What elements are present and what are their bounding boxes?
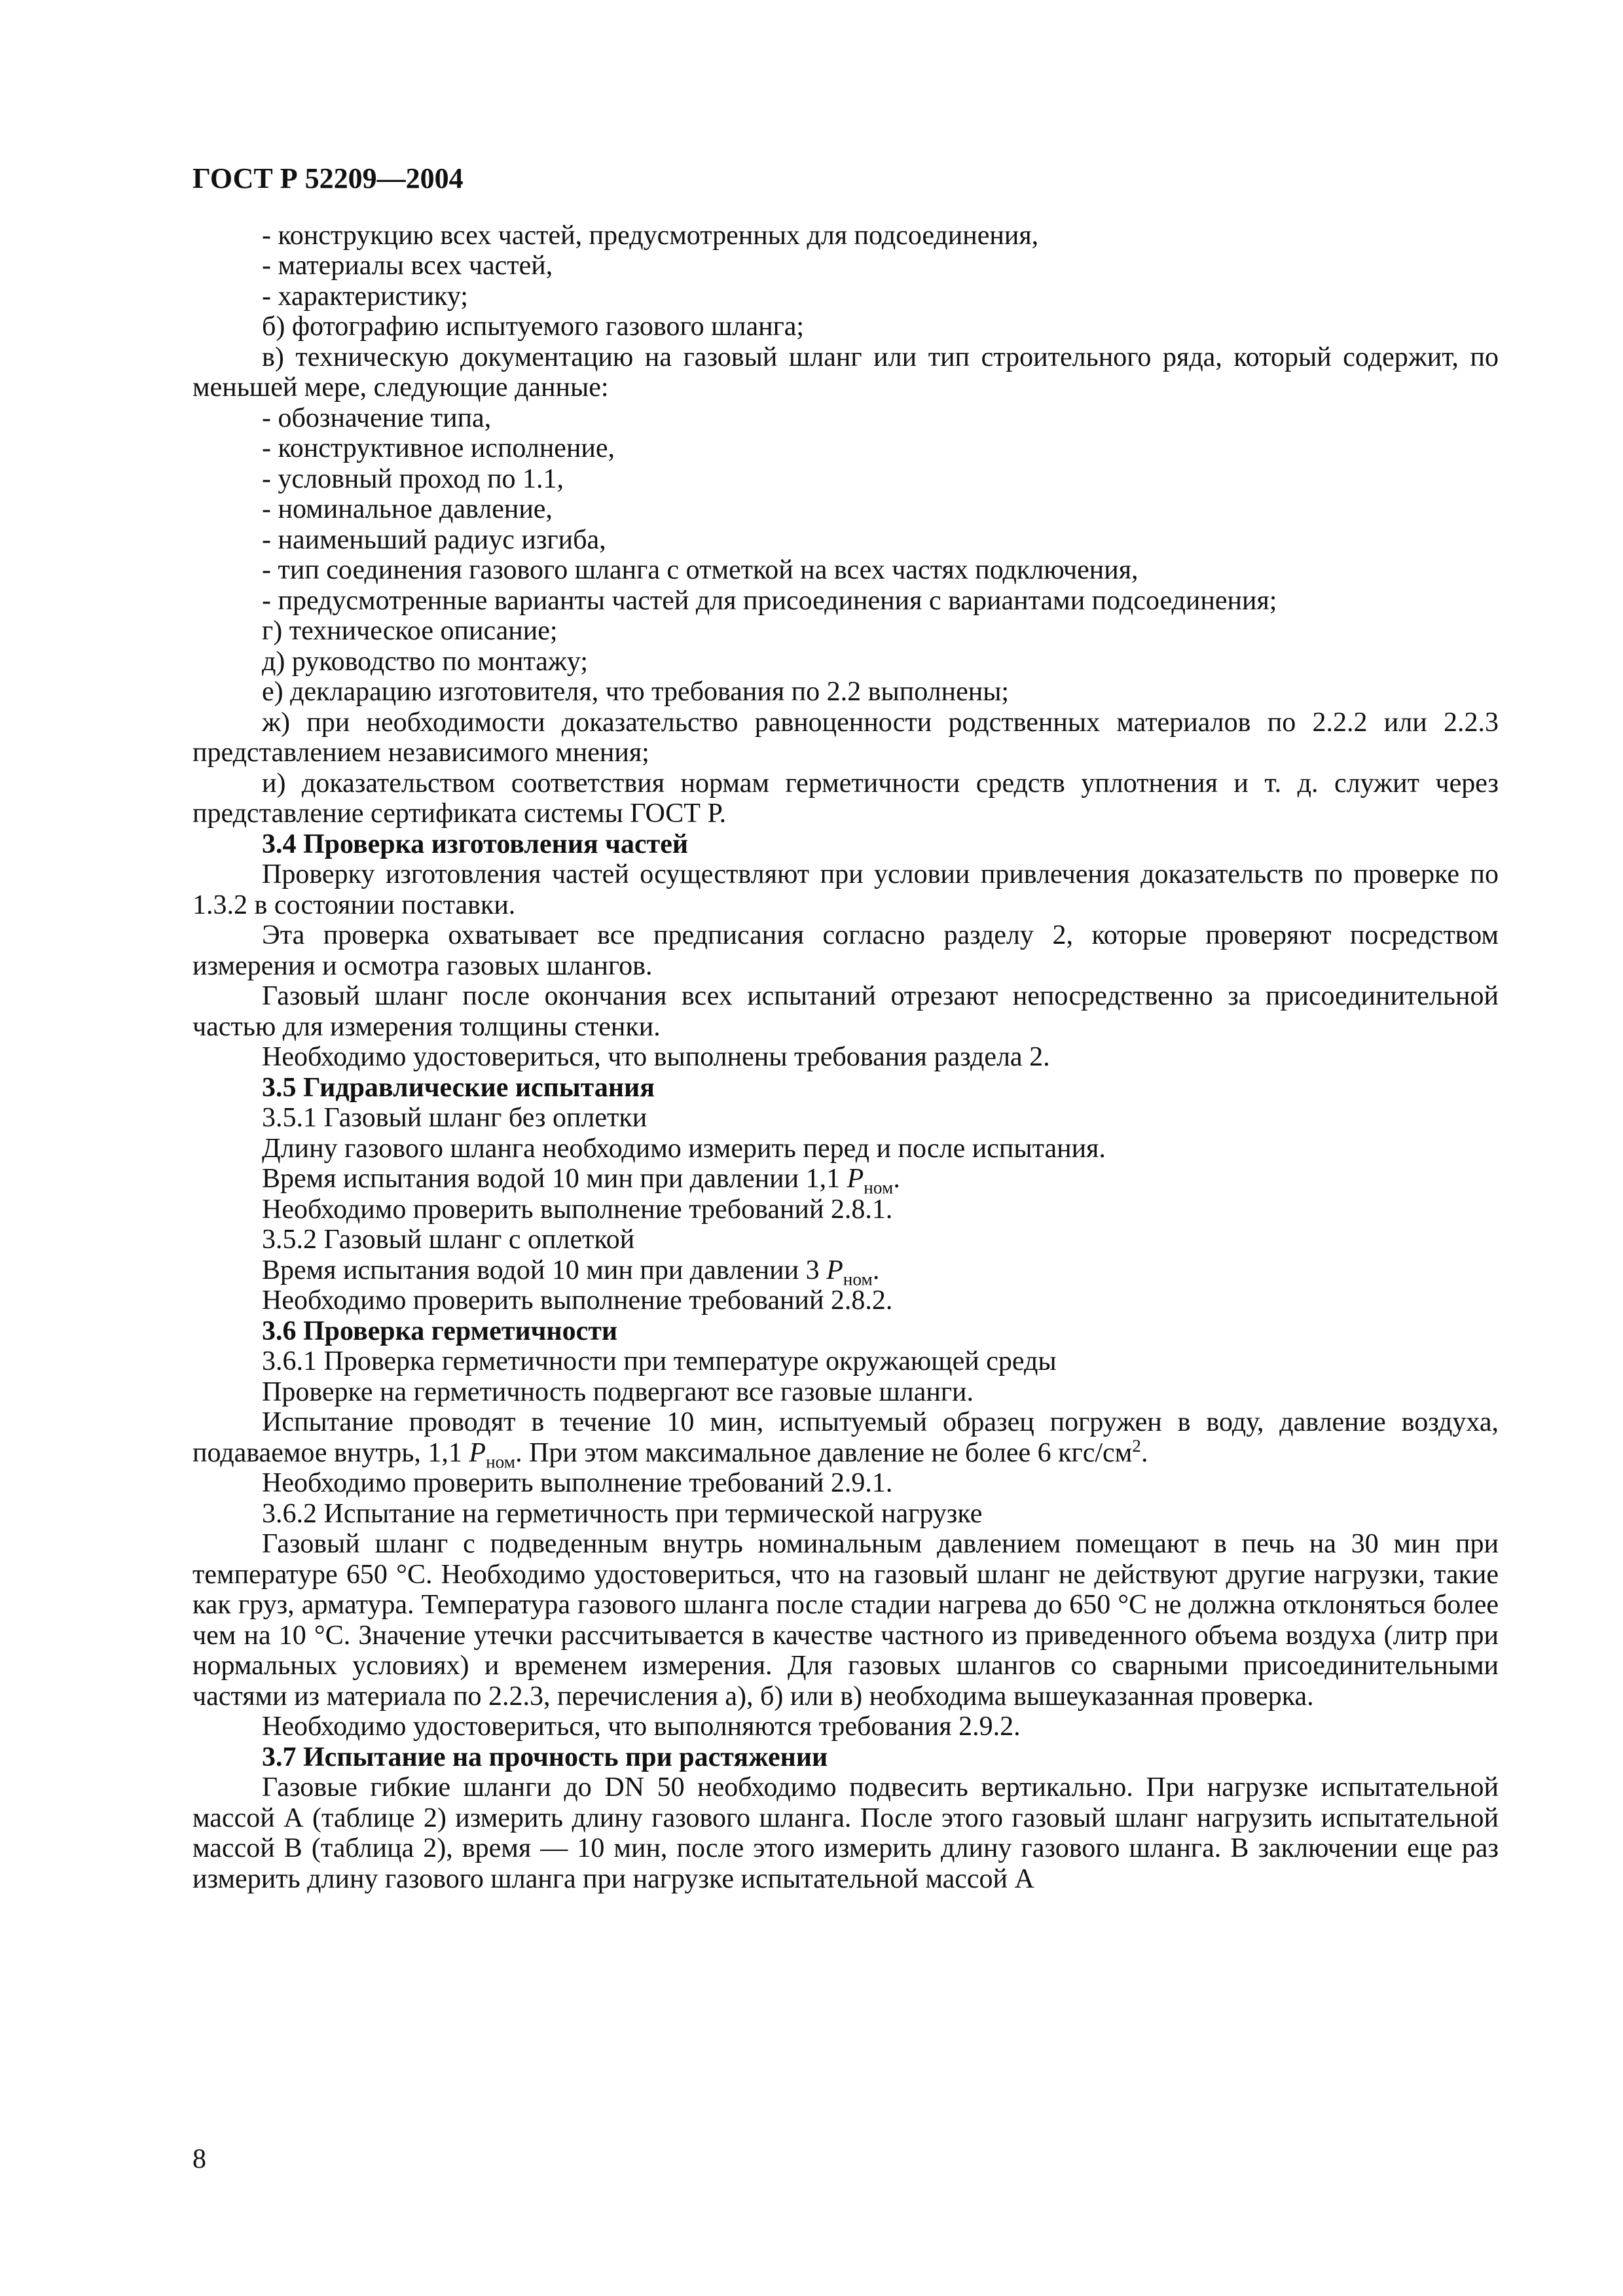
list-item: - наименьший радиус изгиба, [262, 524, 606, 555]
section-heading-3-6: 3.6 Проверка герметичности [262, 1316, 618, 1346]
document-page [192, 164, 1499, 1894]
paragraph: в) техническую документацию на газовый шланг или тип строительного ряда, который содержит, по меньшей мере, следующие данные: [192, 342, 1499, 403]
list-item: - номинальное давление, [262, 494, 553, 524]
list-item: - конструкцию всех частей, предусмотренных для подсоединения, [262, 220, 1039, 251]
paragraph: Необходимо удостовериться, что выполнены требования раздела 2. [262, 1042, 1050, 1072]
paragraph: Необходимо проверить выполнение требований 2.8.2. [262, 1285, 893, 1316]
list-item: б) фотографию испытуемого газового шланга; [262, 312, 805, 342]
list-item: - предусмотренные варианты частей для присоединения с вариантами подсоединения; [262, 585, 1277, 616]
subsection-3-6-1: 3.6.1 Проверка герметичности при температуре окружающей среды [262, 1346, 1057, 1376]
list-item: д) руководство по монтажу; [262, 646, 588, 677]
list-item: - условный проход по 1.1, [262, 463, 564, 494]
paragraph: Необходимо удостовериться, что выполняются требования 2.9.2. [262, 1712, 1021, 1742]
section-heading-3-4: 3.4 Проверка изготовления частей [262, 829, 689, 859]
subsection-3-5-2: 3.5.2 Газовый шланг с оплеткой [262, 1225, 635, 1255]
paragraph: Необходимо проверить выполнение требований 2.8.1. [262, 1194, 893, 1225]
list-item: - тип соединения газового шланга с отметкой на всех частях подключения, [262, 555, 1139, 585]
paragraph: Проверку изготовления частей осуществляют при условии привлечения доказательств по проверке по 1.3.2 в состоянии поставки. [192, 859, 1499, 920]
list-item: - обозначение типа, [262, 403, 492, 433]
paragraph: Длину газового шланга необходимо измерить перед и после испытания. [262, 1133, 1106, 1164]
paragraph: Газовый шланг с подведенным внутрь номинальным давлением помещают в печь на 30 мин при температуре 650 °С. Необходимо удостовериться, что на газовый шланг не действуют другие нагрузки, такие как груз, арматура. Температура газового шланга после стадии нагрева до 650 °С не должна отклоняться более чем на 10 °С. Значение утечки рассчитывается в качестве частного из приведенного объема воздуха (литр при нормальных условиях) и временем измерения. Для газовых шлангов со сварными присоединительными частями из материала по 2.2.3, перечисления а), б) или в) необходима вышеуказанная проверка. [192, 1529, 1499, 1712]
page-number: 8 [192, 2144, 206, 2174]
paragraph: Газовый шланг после окончания всех испытаний отрезают непосредственно за присоединительной частью для измерения толщины стенки. [192, 981, 1499, 1042]
section-heading-3-5: 3.5 Гидравлические испытания [262, 1072, 655, 1103]
list-item: г) техническое описание; [262, 616, 558, 646]
paragraph: Испытание проводят в течение 10 мин, испытуемый образец погружен в воду, давление воздуха, подаваемое внутрь, 1,1 $P_{ном}$. При этом максимальное давление не более 6 кгс/$см^2$. [192, 1407, 1499, 1471]
section-heading-3-7: 3.7 Испытание на прочность при растяжении [262, 1742, 828, 1772]
paragraph: и) доказательством соответствия нормам герметичности средств уплотнения и т. д. служит через представление сертификата системы ГОСТ Р. [192, 768, 1499, 829]
paragraph: Необходимо проверить выполнение требований 2.9.1. [262, 1468, 893, 1498]
paragraph: Время испытания водой 10 мин при давлении 1,1 $P_{ном}$. [262, 1164, 900, 1198]
document-header: ГОСТ Р 52209—2004 [192, 162, 464, 194]
paragraph: ж) при необходимости доказательство равноценности родственных материалов по 2.2.2 или 2.2.3 представлением независимого мнения; [192, 707, 1499, 768]
list-item: е) декларацию изготовителя, что требования по 2.2 выполнены; [262, 677, 1010, 707]
list-item: - материалы всех частей, [262, 251, 553, 281]
subsection-3-6-2: 3.6.2 Испытание на герметичность при термической нагрузке [262, 1498, 983, 1529]
paragraph: Время испытания водой 10 мин при давлении 3 $P_{ном}$. [262, 1255, 880, 1289]
paragraph: Проверке на герметичность подвергают все газовые шланги. [262, 1376, 974, 1407]
list-item: - характеристику; [262, 281, 468, 312]
subsection-3-5-1: 3.5.1 Газовый шланг без оплетки [262, 1103, 647, 1133]
list-item: - конструктивное исполнение, [262, 433, 615, 463]
paragraph: Газовые гибкие шланги до DN 50 необходимо подвесить вертикально. При нагрузке испытательной массой А (таблице 2) измерить длину газового шланга. После этого газовый шланг нагрузить испытательной массой В (таблица 2), время — 10 мин, после этого измерить длину газового шланга. В заключении еще раз измерить длину газового шланга при нагрузке испытательной массой А [192, 1772, 1499, 1894]
paragraph: Эта проверка охватывает все предписания согласно разделу 2, которые проверяют посредством измерения и осмотра газовых шлангов. [192, 920, 1499, 981]
